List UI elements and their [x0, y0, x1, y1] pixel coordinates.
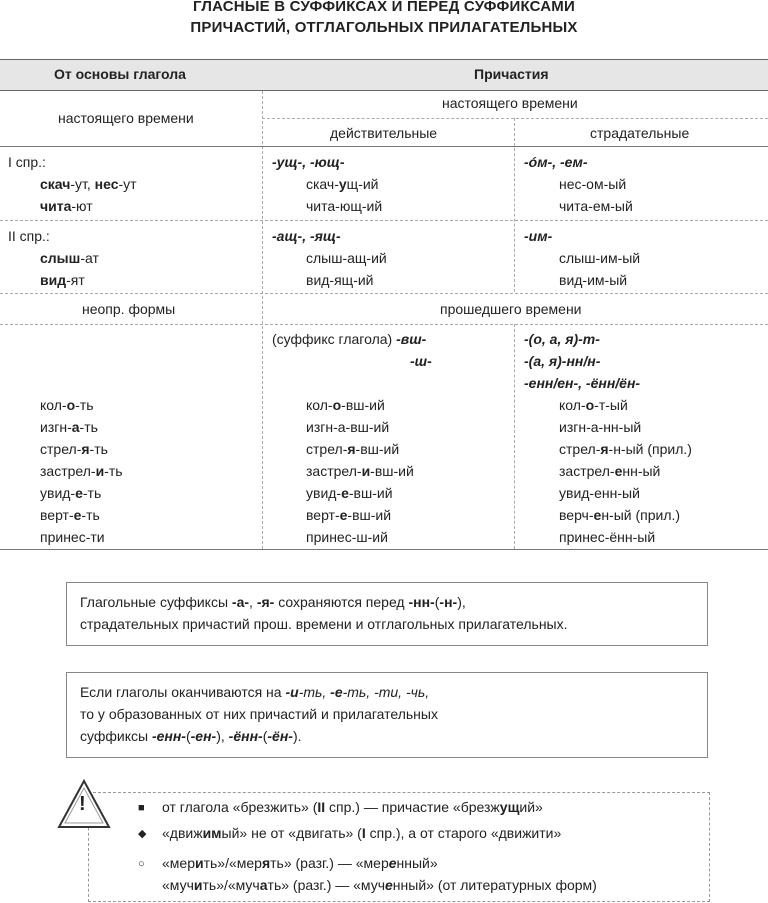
- sub-left: настоящего времени: [58, 110, 194, 126]
- warning-item-1: от глагола «брезжить» (II спр.) — причастие «брезжущий»: [162, 799, 543, 815]
- list-item: принес-ённ-ый: [559, 529, 656, 545]
- list-item: стрел-я-н-ый (прил.): [559, 441, 692, 457]
- page-title: ГЛАСНЫЕ В СУФФИКСАХ И ПЕРЕД СУФФИКСАМИ ПРИЧАСТИЙ, ОТГЛАГОЛЬНЫХ ПРИЛАГАТЕЛЬНЫХ: [190, 0, 578, 36]
- past-passive-suffix3: -енн/ен-, -ённ/ён-: [524, 375, 641, 391]
- list-item: кол-о-вш-ий: [306, 397, 385, 413]
- sub-active: действительные: [330, 125, 438, 141]
- header-right: Причастия: [474, 66, 549, 82]
- list-item: стрел-я-вш-ий: [306, 441, 400, 457]
- past-left: неопр. формы: [82, 301, 176, 317]
- list-item: изгн-а-нн-ый: [559, 419, 642, 435]
- row-rule: [0, 146, 768, 147]
- past-right: прошедшего времени: [440, 301, 582, 317]
- warning-item-4: «мучить»/«мучать» (разг.) — «мученный» (от литературных форм): [162, 877, 597, 893]
- row-divider: [0, 220, 768, 221]
- conj2-passive-1: слыш-им-ый: [559, 250, 641, 266]
- bullet-icon: ◆: [138, 828, 147, 840]
- conj1-example1: скач-ут, нес-ут: [40, 176, 137, 192]
- conj2-example1: слыш-ат: [40, 250, 99, 266]
- conj2-label: II спр.:: [8, 228, 50, 244]
- conj2-example2: вид-ят: [40, 272, 85, 288]
- past-passive-suffix1: -(о, а, я)-т-: [524, 331, 600, 347]
- list-item: верт-е-ть: [40, 507, 100, 523]
- rule2-line2: то у образованных от них причастий и прилагательных: [80, 706, 438, 722]
- list-item: увид-е-ть: [40, 485, 102, 501]
- rule2-line1: Если глаголы оканчиваются на -и-ть, -е-ть, -ти, -чь,: [80, 684, 430, 700]
- column-divider: [262, 91, 263, 549]
- list-item: застрел-енн-ый: [559, 463, 661, 479]
- conj1-label: I спр.:: [8, 154, 46, 170]
- rule1-line1: Глагольные суффиксы -а-, -я- сохраняются перед -нн-(-н-),: [80, 594, 466, 610]
- conj1-active-1: скач-ущ-ий: [306, 176, 379, 192]
- list-item: увид-енн-ый: [559, 485, 640, 501]
- past-active-note: (суффикс глагола) -вш-: [272, 331, 427, 347]
- list-item: увид-е-вш-ий: [306, 485, 393, 501]
- conj1-passive-suffix: -óм-, -ем-: [524, 154, 588, 170]
- sub-right: настоящего времени: [442, 95, 578, 111]
- bullet-icon: ■: [138, 802, 145, 814]
- past-passive-suffix2: -(а, я)-нн/н-: [524, 353, 601, 369]
- row-divider: [0, 293, 768, 294]
- column-divider-2: [514, 118, 515, 292]
- conj1-active-suffix: -ущ-, -ющ-: [272, 154, 345, 170]
- conj2-passive-suffix: -им-: [524, 228, 553, 244]
- row-divider: [0, 324, 768, 325]
- list-item: изгн-а-ть: [40, 419, 98, 435]
- list-item: верт-е-вш-ий: [306, 507, 392, 523]
- table-bottom-rule: [0, 549, 768, 550]
- conj1-active-2: чита-ющ-ий: [306, 198, 383, 214]
- rule2-line3: суффиксы -енн-(-ен-), -ённ-(-ён-).: [80, 728, 302, 744]
- rule-box-1: [66, 582, 708, 646]
- warning-item-3: «мерить»/«мерять» (разг.) — «меренный»: [162, 855, 438, 871]
- row-divider: [262, 118, 768, 119]
- list-item: застрел-и-ть: [40, 463, 123, 479]
- list-item: принес-ш-ий: [306, 529, 388, 545]
- list-item: застрел-и-вш-ий: [306, 463, 414, 479]
- list-item: изгн-а-вш-ий: [306, 419, 390, 435]
- conj1-passive-1: нес-ом-ый: [559, 176, 627, 192]
- conj2-passive-2: вид-им-ый: [559, 272, 628, 288]
- list-item: верч-ен-ый (прил.): [559, 507, 681, 523]
- warning-mark: !: [79, 793, 86, 815]
- column-divider-3: [514, 324, 515, 549]
- warning-item-2: «движимый» не от «двигать» (I спр.), а от старого «движити»: [162, 825, 562, 841]
- bullet-icon: ○: [138, 858, 145, 870]
- rule1-line2: страдательных причастий прош. времени и отглагольных прилагательных.: [80, 616, 568, 632]
- past-active-suffix2: -ш-: [410, 353, 432, 369]
- conj2-active-suffix: -ащ-, -ящ-: [272, 228, 341, 244]
- list-item: кол-о-ть: [40, 397, 94, 413]
- list-item: принес-ти: [40, 529, 105, 545]
- conj1-example2: чита-ют: [40, 198, 93, 214]
- header-left: От основы глагола: [54, 66, 186, 82]
- list-item: стрел-я-ть: [40, 441, 108, 457]
- list-item: кол-о-т-ый: [559, 397, 628, 413]
- conj2-active-2: вид-ящ-ий: [306, 272, 374, 288]
- conj2-active-1: слыш-ащ-ий: [306, 250, 387, 266]
- sub-passive: страдательные: [590, 125, 690, 141]
- conj1-passive-2: чита-ем-ый: [559, 198, 633, 214]
